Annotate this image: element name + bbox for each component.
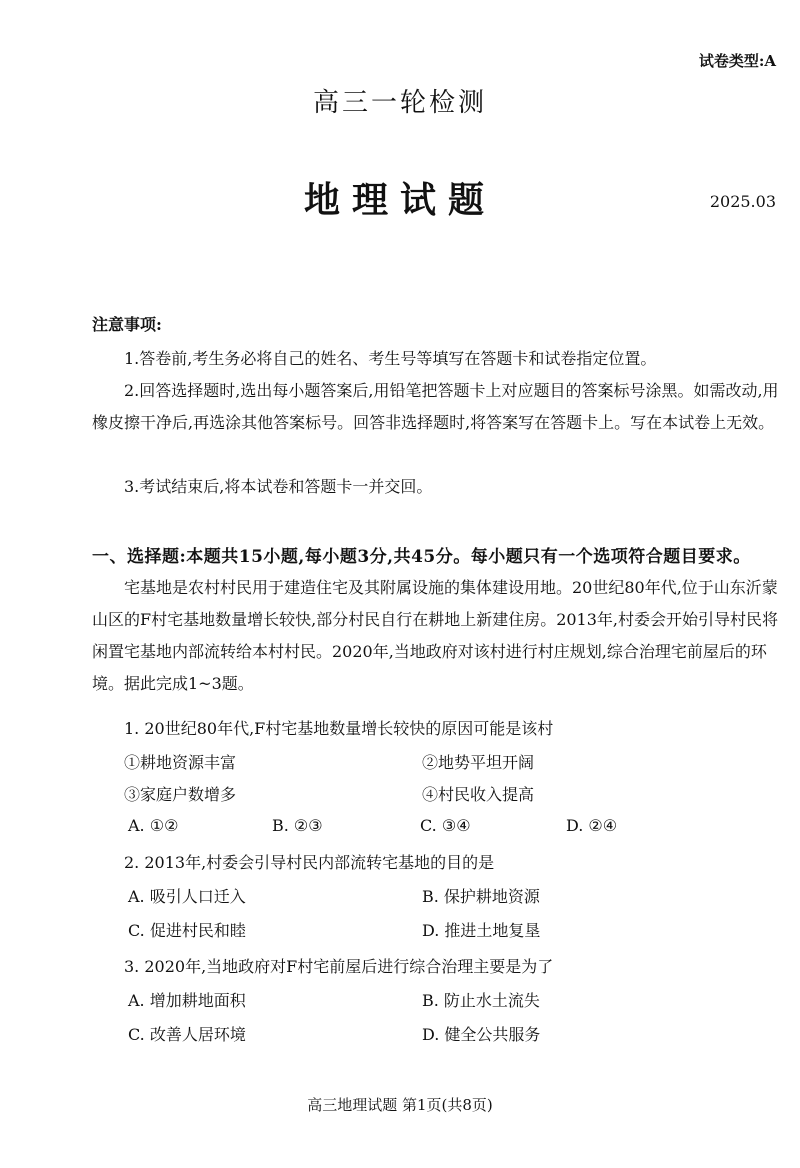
q2-option-b: B. 保护耕地资源 (422, 887, 540, 906)
q1-option-d: D. ②④ (566, 816, 618, 835)
exam-date: 2025.03 (709, 192, 776, 211)
question-3-stem: 3. 2020年,当地政府对F村宅前屋后进行综合治理主要是为了 (124, 957, 554, 976)
subject-title: 地理试题 (303, 179, 496, 221)
notice-heading: 注意事项: (92, 315, 162, 334)
q3-option-b: B. 防止水土流失 (422, 991, 540, 1010)
q3-option-a: A. 增加耕地面积 (128, 991, 246, 1010)
q2-option-a: A. 吸引人口迁入 (128, 887, 246, 906)
section-heading: 一、选择题:本题共15小题,每小题3分,共45分。每小题只有一个选项符合题目要求。 (92, 547, 751, 567)
question-1-stem: 1. 20世纪80年代,F村宅基地数量增长较快的原因可能是该村 (124, 719, 554, 738)
notice-item-1: 1.答卷前,考生务必将自己的姓名、考生号等填写在答题卡和试卷指定位置。 (124, 349, 657, 368)
page-footer: 高三地理试题 第1页(共8页) (307, 1096, 493, 1114)
q2-option-d: D. 推进土地复垦 (422, 921, 541, 940)
q1-option-a: A. ①② (128, 816, 179, 835)
notice-item-3: 3.考试结束后,将本试卷和答题卡一并交回。 (124, 477, 433, 496)
q1-option-c: C. ③④ (420, 816, 471, 835)
notice-item-2: 2.回答选择题时,选出每小题答案后,用铅笔把答题卡上对应题目的答案标号涂黑。如需改动,用橡皮擦干净后,再选涂其他答案标号。回答非选择题时,将答案写在答题卡上。写在本试卷上无效。 (92, 381, 779, 432)
exam-name: 高三一轮检测 (312, 88, 487, 118)
statement-3: ③家庭户数增多 (124, 785, 237, 804)
statement-4: ④村民收入提高 (422, 785, 535, 804)
statement-2: ②地势平坦开阔 (422, 753, 535, 772)
exam-type-label: 试卷类型:A (698, 52, 776, 70)
passage: 宅基地是农村村民用于建造住宅及其附属设施的集体建设用地。20世纪80年代,位于山东沂蒙山区的F村宅基地数量增长较快,部分村民自行在耕地上新建住房。2013年,村委会开始引导村民将闲置宅基地内部流转给本村村民。2020年,当地政府对该村进行村庄规划,综合治理宅前屋后的环境。据此完成1~3题。 (92, 578, 778, 693)
q3-option-d: D. 健全公共服务 (422, 1025, 541, 1044)
q3-option-c: C. 改善人居环境 (128, 1025, 246, 1044)
q2-option-c: C. 促进村民和睦 (128, 921, 246, 940)
question-2-stem: 2. 2013年,村委会引导村民内部流转宅基地的目的是 (124, 853, 495, 872)
q1-option-b: B. ②③ (272, 816, 323, 835)
statement-1: ①耕地资源丰富 (124, 753, 237, 772)
